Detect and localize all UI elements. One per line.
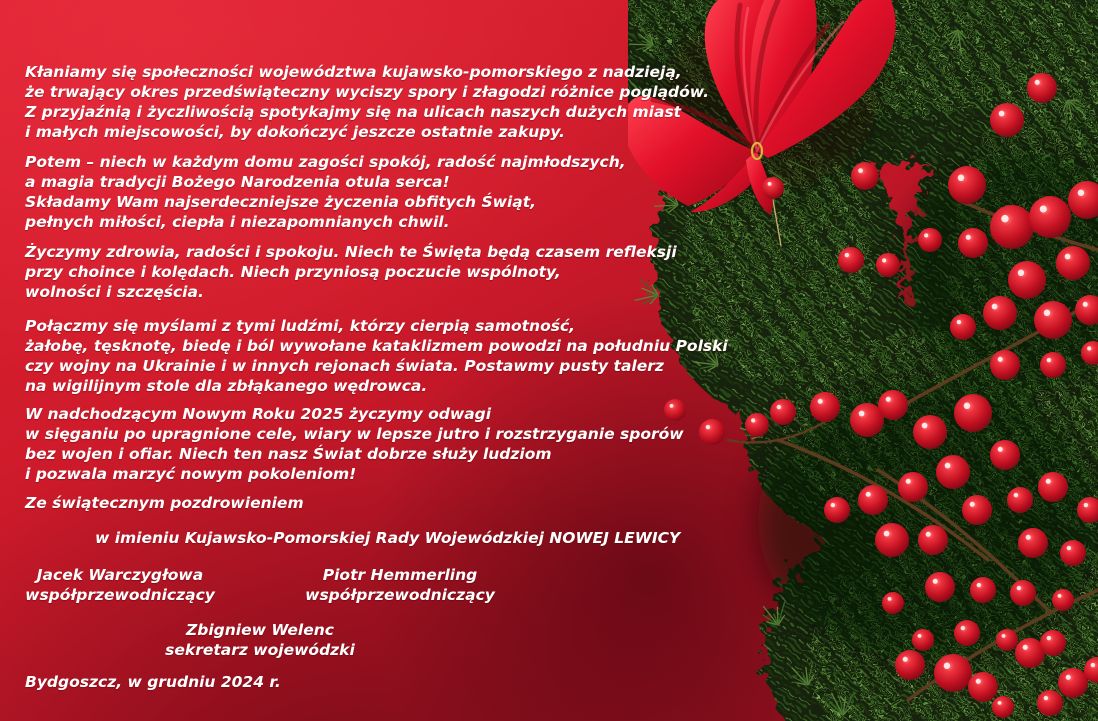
paragraph-line: Potem – niech w każdym domu zagości spokój, radość najmłodszych, — [25, 153, 626, 171]
signature-jacek-warczyglowa — [15, 565, 225, 605]
signature-role: współprzewodniczący — [25, 586, 215, 604]
greeting-paragraph-2 — [25, 152, 626, 232]
greeting-paragraph-3 — [25, 242, 677, 302]
on-behalf-line: w imieniu Kujawsko-Pomorskiej Rady Wojewódzkiej NOWEJ LEWICY — [95, 529, 681, 547]
greeting-paragraph-5 — [25, 404, 684, 484]
signature-zbigniew-welenc — [150, 620, 370, 660]
dateline: Bydgoszcz, w grudniu 2024 r. — [25, 673, 281, 691]
paragraph-line: a magia tradycji Bożego Narodzenia otula serca! — [25, 173, 450, 191]
paragraph-line: wolności i szczęścia. — [25, 283, 204, 301]
paragraph-line: Z przyjaźnią i życzliwością spotykajmy się na ulicach naszych dużych miast — [25, 103, 682, 121]
paragraph-line: Składamy Wam najserdeczniejsze życzenia obfitych Świąt, — [25, 193, 537, 211]
paragraph-line: i pozwala marzyć nowym pokoleniom! — [25, 465, 357, 483]
paragraph-line: czy wojny na Ukrainie i w innych rejonach świata. Postawmy pusty talerz — [25, 357, 664, 375]
paragraph-line: na wigilijnym stole dla zbłąkanego wędrowca. — [25, 377, 428, 395]
paragraph-line: i małych miejscowości, by dokończyć jeszcze ostatnie zakupy. — [25, 123, 565, 141]
paragraph-line: w sięganiu po upragnione cele, wiary w lepsze jutro i rozstrzyganie sporów — [25, 425, 684, 443]
paragraph-line: W nadchodzącym Nowym Roku 2025 życzymy odwagi — [25, 405, 492, 423]
signature-name: Jacek Warczygłowa — [36, 566, 204, 584]
signature-name: Zbigniew Welenc — [186, 621, 334, 639]
paragraph-line: żałobę, tęsknotę, biedę i ból wywołane kataklizmem powodzi na południu Polski — [25, 337, 728, 355]
paragraph-line: bez wojen i ofiar. Niech ten nasz Świat dobrze służy ludziom — [25, 445, 552, 463]
signature-role: sekretarz wojewódzki — [165, 641, 355, 659]
paragraph-line: Kłaniamy się społeczności województwa kujawsko-pomorskiego z nadzieją, — [25, 63, 682, 81]
greeting-paragraph-1 — [25, 62, 709, 142]
paragraph-line: pełnych miłości, ciepła i niezapomnianych chwil. — [25, 213, 450, 231]
signature-name: Piotr Hemmerling — [322, 566, 478, 584]
signature-piotr-hemmerling — [295, 565, 505, 605]
paragraph-line: przy choince i kolędach. Niech przyniosą poczucie wspólnoty, — [25, 263, 561, 281]
paragraph-line: Życzymy zdrowia, radości i spokoju. Niech te Święta będą czasem refleksji — [25, 243, 677, 261]
signature-role: współprzewodniczący — [305, 586, 495, 604]
salutation-line: Ze świątecznym pozdrowieniem — [25, 494, 304, 512]
paragraph-line: Połączmy się myślami z tymi ludźmi, którzy cierpią samotność, — [25, 317, 576, 335]
greeting-paragraph-4 — [25, 316, 728, 396]
paragraph-line: że trwający okres przedświąteczny wyciszy spory i złagodzi różnice poglądów. — [25, 83, 709, 101]
